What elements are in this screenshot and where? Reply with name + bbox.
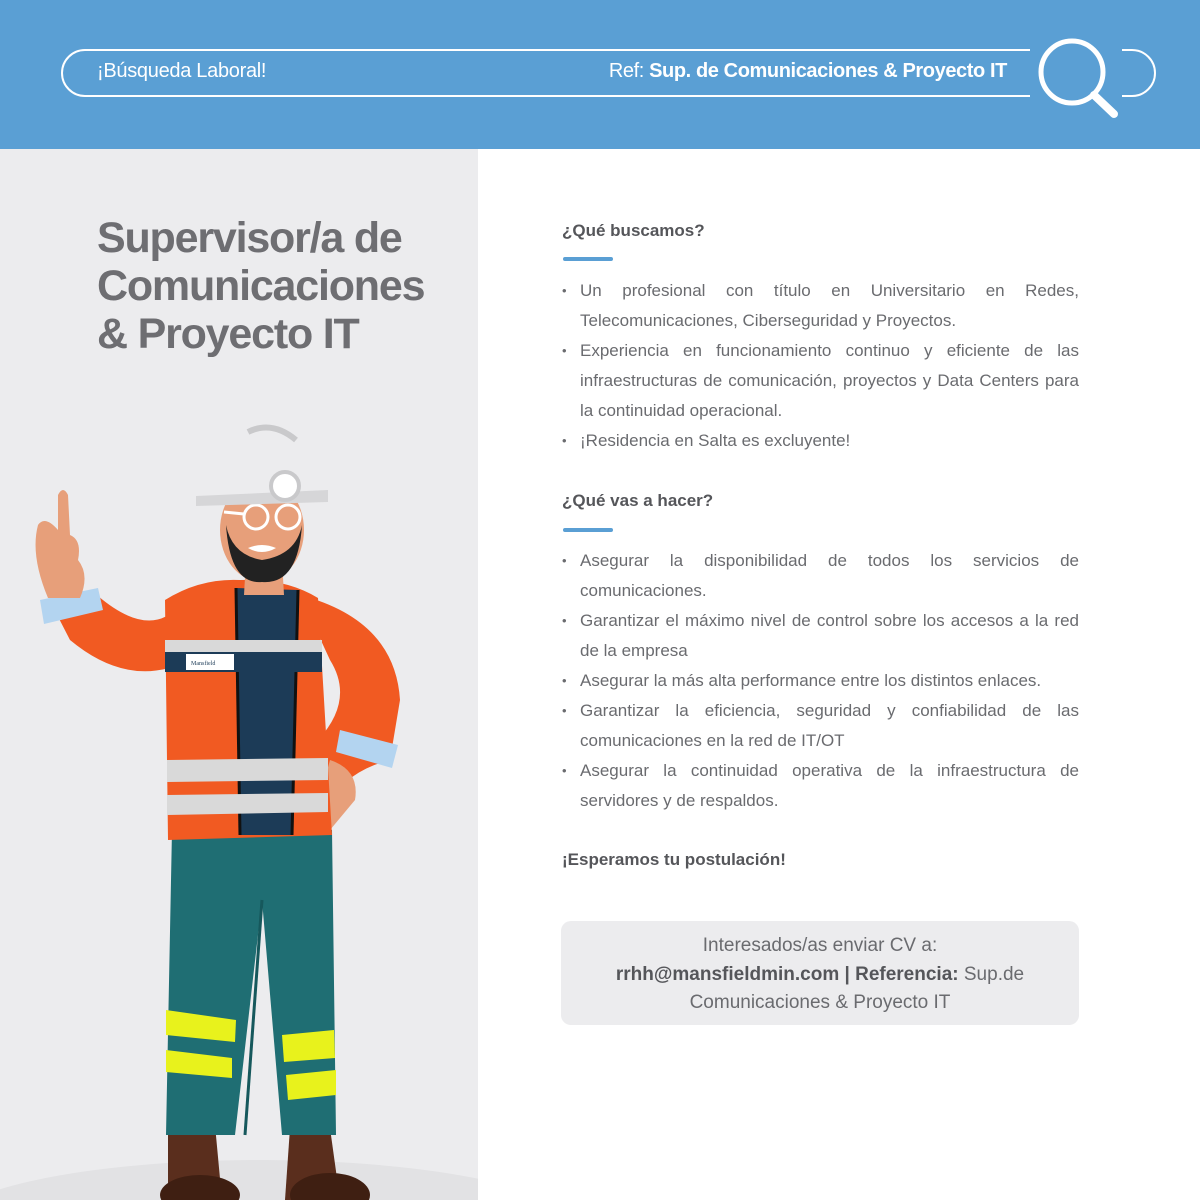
cta-intro: Interesados/as enviar CV a: bbox=[702, 935, 938, 956]
cta-reference-label: Referencia: bbox=[855, 963, 959, 985]
application-contact-box bbox=[561, 921, 1079, 1025]
list-item: • Asegurar la disponibilidad de todos los servicios de comunicaciones. bbox=[562, 546, 1079, 606]
section-underline bbox=[563, 257, 613, 261]
list-item: • Un profesional con título en Universitario en Redes, Telecomunicaciones, Ciberseguridad y Proyectos. bbox=[562, 276, 1079, 336]
job-title-line-3: & Proyecto IT bbox=[97, 310, 359, 358]
list-item: • Experiencia en funcionamiento continuo y eficiente de las infraestructuras de comunicación, proyectos y Data Centers para la continuidad operacional. bbox=[562, 336, 1079, 426]
cta-separator: | bbox=[839, 963, 856, 985]
search-icon bbox=[1034, 36, 1124, 120]
closing-message: ¡Esperamos tu postulación! bbox=[562, 850, 786, 869]
job-title-line-2: Comunicaciones bbox=[97, 262, 425, 310]
list-item: • Asegurar la continuidad operativa de la infraestructura de servidores y de respaldos. bbox=[562, 756, 1079, 816]
header-title: ¡Búsqueda Laboral! bbox=[97, 60, 267, 82]
job-title bbox=[97, 214, 457, 358]
section-heading-responsibilities: ¿Qué vas a hacer? bbox=[562, 491, 714, 510]
requirements-list bbox=[562, 276, 1079, 456]
header-reference-value: Sup. de Comunicaciones & Proyecto IT bbox=[649, 60, 1007, 82]
section-heading-requirements: ¿Qué buscamos? bbox=[562, 221, 705, 240]
job-title-line-1: Supervisor/a de bbox=[97, 214, 402, 262]
list-item: • Garantizar el máximo nivel de control sobre los accesos a la red de la empresa bbox=[562, 606, 1079, 666]
cta-contact-line bbox=[561, 961, 1079, 990]
list-item: • Garantizar la eficiencia, seguridad y confiabilidad de las comunicaciones en la red de IT/OT bbox=[562, 696, 1079, 756]
contact-email-link[interactable]: rrhh@mansfieldmin.com bbox=[615, 963, 840, 985]
header-reference-prefix: Ref: bbox=[608, 60, 644, 82]
cta-reference-continued: Comunicaciones & Proyecto IT bbox=[689, 992, 951, 1013]
header-reference bbox=[609, 60, 1007, 83]
list-item: • Asegurar la más alta performance entre los distintos enlaces. bbox=[562, 666, 1079, 696]
header-banner bbox=[0, 0, 1200, 149]
section-underline bbox=[563, 528, 613, 532]
company-badge: Mansfield bbox=[191, 661, 216, 667]
mining-worker-illustration bbox=[0, 410, 478, 1200]
list-item: • ¡Residencia en Salta es excluyente! bbox=[562, 426, 1079, 456]
cta-reference-value: Sup.de bbox=[958, 963, 1025, 985]
responsibilities-list bbox=[562, 546, 1079, 816]
